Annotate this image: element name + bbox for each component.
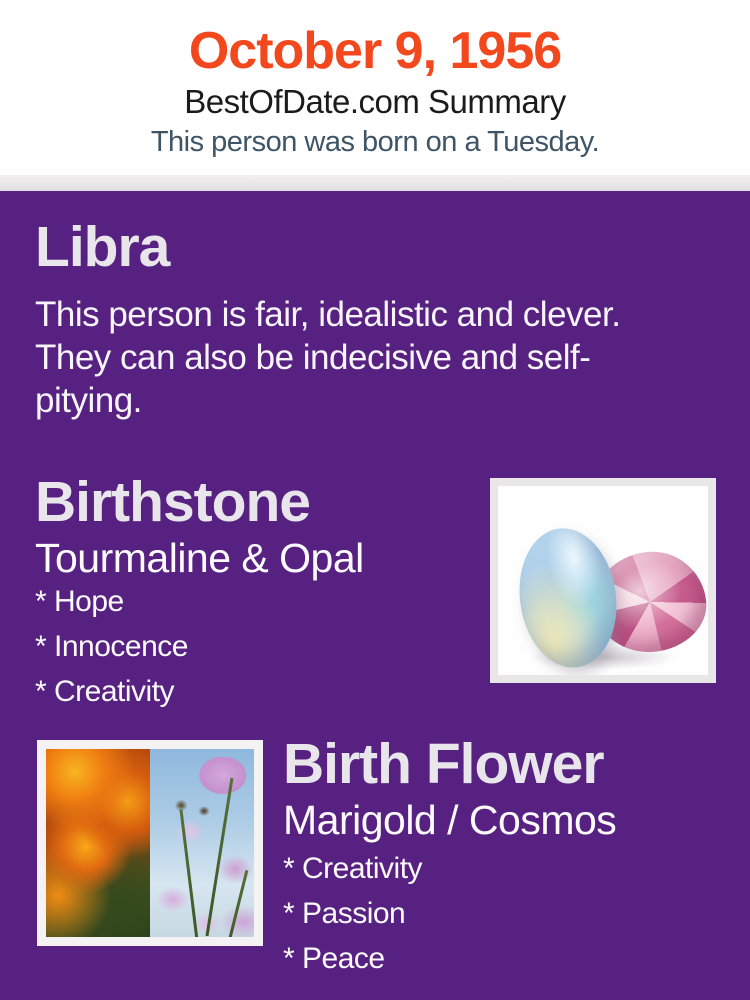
birth-flower-heading: Birth Flower [283, 732, 604, 796]
cosmos-stem [179, 809, 199, 946]
born-day-line: This person was born on a Tuesday. [150, 126, 600, 158]
birth-flower-trait-item: * Passion [283, 897, 406, 930]
header [0, 0, 750, 175]
birthstone-trait-item: * Hope [35, 585, 124, 618]
zodiac-description: This person is fair, idealistic and clever. They can also be indecisive and self-pitying. [35, 295, 621, 420]
cosmos-photo-half [150, 749, 254, 937]
birthstone-names: Tourmaline & Opal [35, 535, 364, 581]
page-title: October 9, 1956 [188, 22, 562, 80]
birth-flower-trait-item: * Creativity [283, 852, 423, 885]
cosmos-stem [206, 778, 234, 936]
birthstone-trait-item: * Creativity [35, 675, 175, 708]
marigold-photo-half [46, 749, 150, 937]
site-summary-subtitle: BestOfDate.com Summary [184, 83, 566, 120]
cosmos-stem [225, 870, 249, 946]
zodiac-heading: Libra [35, 215, 170, 279]
birth-flower-trait-list [283, 852, 422, 987]
birth-flower-image [37, 740, 263, 946]
birth-flower-trait-item: * Peace [283, 942, 385, 975]
purple-info-panel [0, 191, 750, 1000]
birthstone-image [490, 478, 716, 683]
birthstone-trait-item: * Innocence [35, 630, 188, 663]
header-divider [0, 175, 750, 191]
birthstone-trait-list [35, 585, 188, 720]
birth-flower-names: Marigold / Cosmos [283, 797, 617, 843]
birthstone-heading: Birthstone [35, 470, 310, 534]
